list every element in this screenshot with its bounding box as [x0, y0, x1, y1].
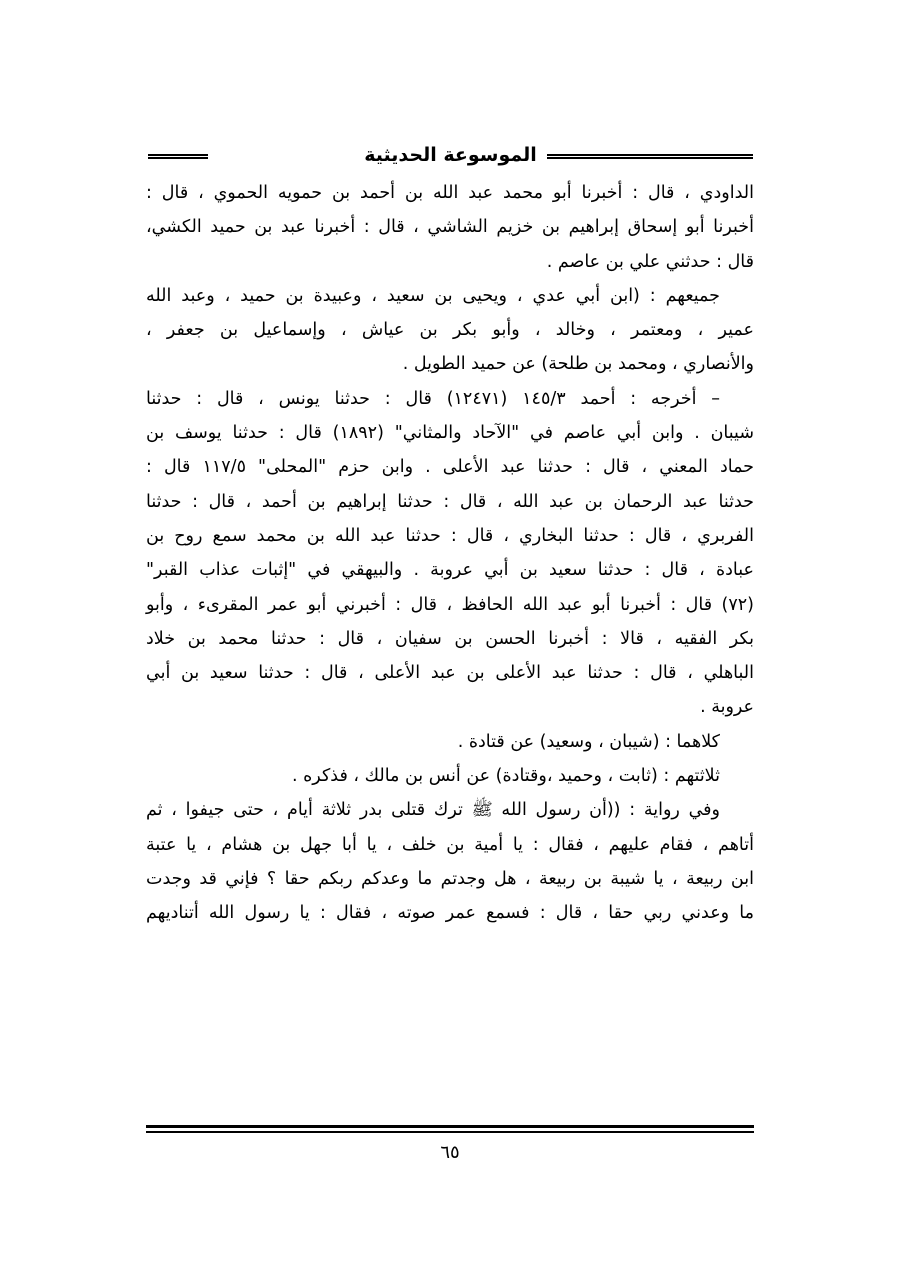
text-line: قال : حدثني علي بن عاصم .: [546, 251, 754, 272]
text-line: – أخرجه : أحمد ١٤٥/٣ (١٢٤٧١) قال : حدثنا يونس ، قال : حدثنا: [146, 388, 720, 409]
body-text: [146, 176, 754, 931]
text-line: الباهلي ، قال : حدثنا عبد الأعلى بن عبد الأعلى ، قال : حدثنا سعيد بن أبي: [146, 663, 754, 684]
text-line: عبادة ، قال : حدثنا سعيد بن أبي عروبة . والبيهقي في "إثبات عذاب القبر": [146, 560, 754, 581]
text-line: بكر الفقيه ، قالا : أخبرنا الحسن بن سفيان ، قال : حدثنا محمد بن خلاد: [146, 628, 754, 649]
text-line: الفربري ، قال : حدثنا البخاري ، قال : حدثنا عبد الله بن محمد سمع روح بن: [146, 525, 754, 546]
header-title: الموسوعة الحديثية: [354, 144, 547, 166]
text-line: الداودي ، قال : أخبرنا أبو محمد عبد الله بن أحمد بن حمويه الحموي ، قال :: [146, 183, 754, 203]
text-line: كلاهما : (شيبان ، وسعيد) عن قتادة .: [457, 731, 720, 752]
page-number: ٦٥: [440, 1142, 460, 1163]
text-line: أتاهم ، فقام عليهم ، فقال : يا أمية بن خلف ، يا أبا جهل بن هشام ، يا عتبة: [146, 834, 754, 855]
text-line: شيبان . وابن أبي عاصم في "الآحاد والمثاني" (١٨٩٢) قال : حدثنا يوسف بن: [146, 423, 754, 444]
text-line: أخبرنا أبو إسحاق إبراهيم بن خزيم الشاشي ، قال : أخبرنا عبد بن حميد الكشي،: [146, 217, 754, 238]
text-line: (٧٢) قال : أخبرنا أبو عبد الله الحافظ ، قال : أخبرني أبو عمر المقرىء ، وأبو: [146, 594, 754, 615]
text-line: جميعهم : (ابن أبي عدي ، ويحيى بن سعيد ، وعبيدة بن حميد ، وعبد الله: [146, 285, 720, 306]
text-line: حدثنا عبد الرحمان بن عبد الله ، قال : حدثنا إبراهيم بن أحمد ، قال : حدثنا: [146, 491, 754, 512]
footer-rule: [146, 1125, 754, 1133]
text-line: ابن ربيعة ، يا شيبة بن ربيعة ، هل وجدتم ما وعدكم ربكم حقا ؟ فإني قد وجدت: [146, 868, 754, 889]
text-line: عمير ، ومعتمر ، وخالد ، وأبو بكر بن عياش ، وإسماعيل بن جعفر ،: [146, 320, 754, 341]
text-line: والأنصاري ، ومحمد بن طلحة) عن حميد الطويل .: [402, 354, 754, 375]
running-header: [148, 140, 753, 174]
header-title-wrap: [148, 140, 753, 170]
text-line: عروبة .: [700, 697, 754, 718]
text-line: وفي رواية : ((أن رسول الله ﷺ ترك قتلى بدر ثلاثة أيام ، حتى جيفوا ، ثم: [146, 800, 720, 821]
text-line: حماد المعني ، قال : حدثنا عبد الأعلى . وابن حزم "المحلى" ١١٧/٥ قال :: [146, 457, 755, 478]
text-line: ما وعدني ربي حقا ، قال : فسمع عمر صوته ، فقال : يا رسول الله أتناديهم: [146, 903, 754, 924]
text-line: ثلاثتهم : (ثابت ، وحميد ،وقتادة) عن أنس بن مالك ، فذكره .: [292, 766, 720, 787]
